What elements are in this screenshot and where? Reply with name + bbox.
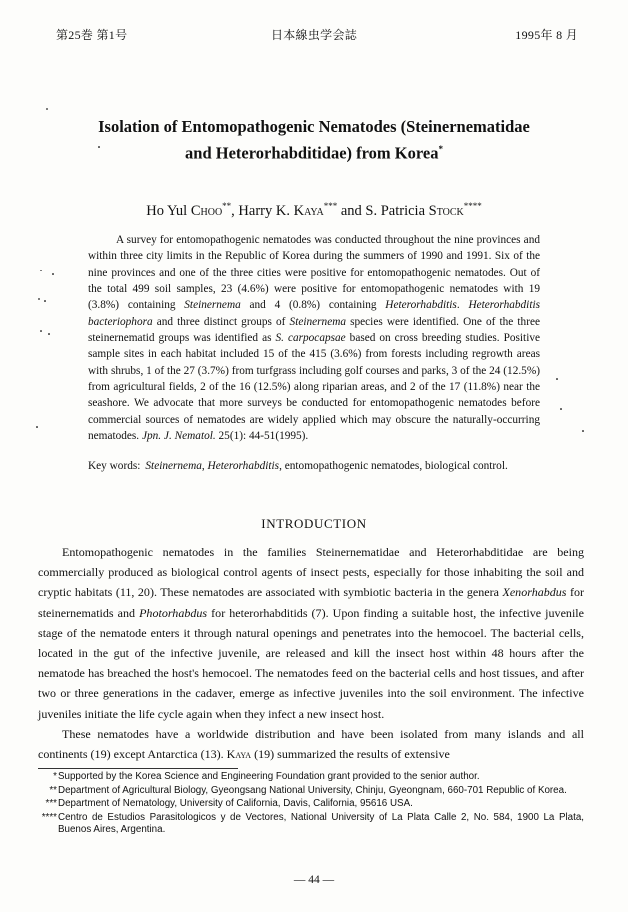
abstract-text: A survey for entomopathogenic nematodes was conducted throughout the nine provinces and within three city limits in the Republic of Korea during the summers of 1990 and 1991. Six of the nine provinces and one of the three cities were positive for entomopathogenic nematodes. Out of the total 499 soil samples, 23 (4.6%) were positive for entomopathogenic nematodes with 19 (3.8%) containing <box>88 234 540 312</box>
footnote-text: Supported by the Korea Science and Engineering Foundation grant provided to the senior author. <box>58 771 480 782</box>
author-conjunction: and <box>340 202 362 219</box>
title-footnote-mark: * <box>438 144 443 154</box>
keyword-rest: , entomopathogenic nematodes, biological control. <box>279 460 508 472</box>
footnote-mark: * <box>53 771 57 782</box>
footnote-1 <box>38 771 584 784</box>
intro-text: (19) summarized the results of extensive <box>251 747 450 762</box>
scan-speck <box>38 298 40 300</box>
keywords <box>88 458 540 474</box>
author-1-family: Choo <box>190 202 223 219</box>
footnote-rule <box>38 768 238 769</box>
scan-speck <box>560 408 562 410</box>
author-2-given: Harry K. <box>238 202 290 219</box>
author-1-mark: ** <box>222 201 232 211</box>
abstract-genus: Steinernema <box>289 315 347 328</box>
author-2-mark: *** <box>323 201 338 211</box>
intro-text: These nematodes have a worldwide distribution and have been isolated from many islands and all continents (19) except Antarctica (13). <box>38 726 584 762</box>
abstract-text: and three distinct groups of <box>152 315 290 328</box>
author-2-family: Kaya <box>293 202 324 219</box>
abstract-journal-citation: Jpn. J. Nematol. <box>141 430 216 443</box>
article-title <box>40 115 588 165</box>
title-line-2-text: and Heterorhabditidae) from Korea <box>185 143 439 163</box>
author-1-given: Ho Yul <box>146 202 188 219</box>
footnote-4 <box>38 812 584 837</box>
author-list: Ho Yul Choo**, Harry K. Kaya*** and S. Patricia Stock**** <box>146 201 482 219</box>
intro-paragraph-2 <box>38 724 584 764</box>
abstract-text: and 4 (0.8%) containing <box>240 299 386 312</box>
abstract-text: species were identified. One of the three steinernematid groups was identified as <box>88 315 540 345</box>
author-3-given: S. Patricia <box>365 202 426 219</box>
author-3-family: Stock <box>428 202 464 219</box>
intro-text: for heterorhabditids (7). Upon finding a suitable host, the infective juvenile stage of the nematode enters it through natural openings and penetrates into the hemocoel. The bacterial cells, located in the gut of the infective juvenile, are released and kill the insect host within 48 hours after the nematode has breached the host's hemocoel. The nematodes feed on the bacterial cells and host tissues, and after two or three generations in the cadaver, emerge as infective juveniles into the soil environment. The infective juveniles initiate the life cycle again when they infect a new insect host. <box>38 605 584 721</box>
abstract-species: S. carpocapsae <box>275 332 346 345</box>
page-number: — 44 — <box>293 874 335 886</box>
footnote-text: Department of Agricultural Biology, Gyeongsang National University, Chinju, Gyeongnam, 660-701 Republic of Korea. <box>58 784 567 796</box>
intro-text: for steinernematids and <box>38 585 584 620</box>
abstract-species: Heterorhabditis bacteriophora <box>88 299 540 328</box>
abstract-text: based on cross breeding studies. Positive sample sites in each habitat included 15 of the 415 (3.6%) from forests including regrowth areas with shrubs, 1 of the 27 (3.7%) from turfgrass including golf courses and parks, 3 of the 24 (12.5%) from agricultural fields, 2 of the 16 (12.5%) along riparian areas, and 2 of the 17 (11.8%) near the seashore. We advocate that more surveys be conducted for entomopathogenic nematodes before commercial sources of nematodes are widely applied which may obscure the naturally-occurring nematodes. <box>88 332 540 443</box>
abstract <box>88 232 540 444</box>
keywords-label: Key words: <box>88 460 141 472</box>
intro-author-name: Kaya <box>226 747 252 762</box>
section-heading-introduction: INTRODUCTION <box>261 516 367 531</box>
footnote-mark: **** <box>41 811 57 823</box>
scan-speck <box>40 330 42 332</box>
introduction-body <box>38 542 584 764</box>
keyword-genus: Heterorhabditis <box>207 460 280 472</box>
intro-text: Entomopathogenic nematodes in the families Steinernematidae and Heterorhabditidae are being commercially produced as biological control agents of insect pests, especially for those inhabiting the soil and cryptic habitats (11, 20). These nematodes are associated with symbiotic bacteria in the genera <box>38 545 584 600</box>
footnote-text: Department of Nematology, University of California, Davis, California, 95616 USA. <box>58 798 413 810</box>
abstract-genus: Heterorhabditis <box>385 299 457 312</box>
keyword-genus: Steinernema <box>145 460 202 472</box>
abstract-genus: Steinernema <box>184 299 241 312</box>
header-journal-name: 日本線虫学会誌 <box>270 28 358 42</box>
header-volume-issue: 第25巻 第1号 <box>56 28 128 42</box>
keyword-separator: , <box>201 460 208 472</box>
title-line-1: Isolation of Entomopathogenic Nematodes (Steinernematidae <box>98 117 530 136</box>
abstract-text: 25(1): 44-51(1995). <box>215 430 309 443</box>
author-3-mark: **** <box>463 201 482 211</box>
scan-speck <box>48 333 50 335</box>
scan-speck <box>46 108 48 110</box>
title-line-2 <box>40 138 588 165</box>
abstract-text: . <box>456 299 469 312</box>
footnote-text: Centro de Estudios Parasitologicos y de Vectores, National University of La Plata Calle 2, No. 584, 1900 La Plata, Buenos Aires, Argentina. <box>58 811 584 836</box>
scan-speck <box>36 426 38 428</box>
scan-speck <box>556 378 558 380</box>
footnote-mark: ** <box>49 784 57 796</box>
scan-speck <box>582 430 584 432</box>
keywords-list <box>145 458 507 474</box>
scan-speck <box>52 273 54 275</box>
intro-genus: Xenorhabdus <box>502 585 567 600</box>
footnotes <box>38 771 584 838</box>
footnote-3 <box>38 798 584 811</box>
intro-paragraph-1 <box>38 542 584 724</box>
footnote-2 <box>38 785 584 798</box>
footnote-mark: *** <box>45 798 57 810</box>
intro-genus: Photorhabdus <box>139 605 208 620</box>
header-date: 1995年 8 月 <box>515 28 578 42</box>
scan-speck <box>40 270 42 271</box>
scan-speck <box>44 300 46 302</box>
scan-speck <box>98 146 100 148</box>
